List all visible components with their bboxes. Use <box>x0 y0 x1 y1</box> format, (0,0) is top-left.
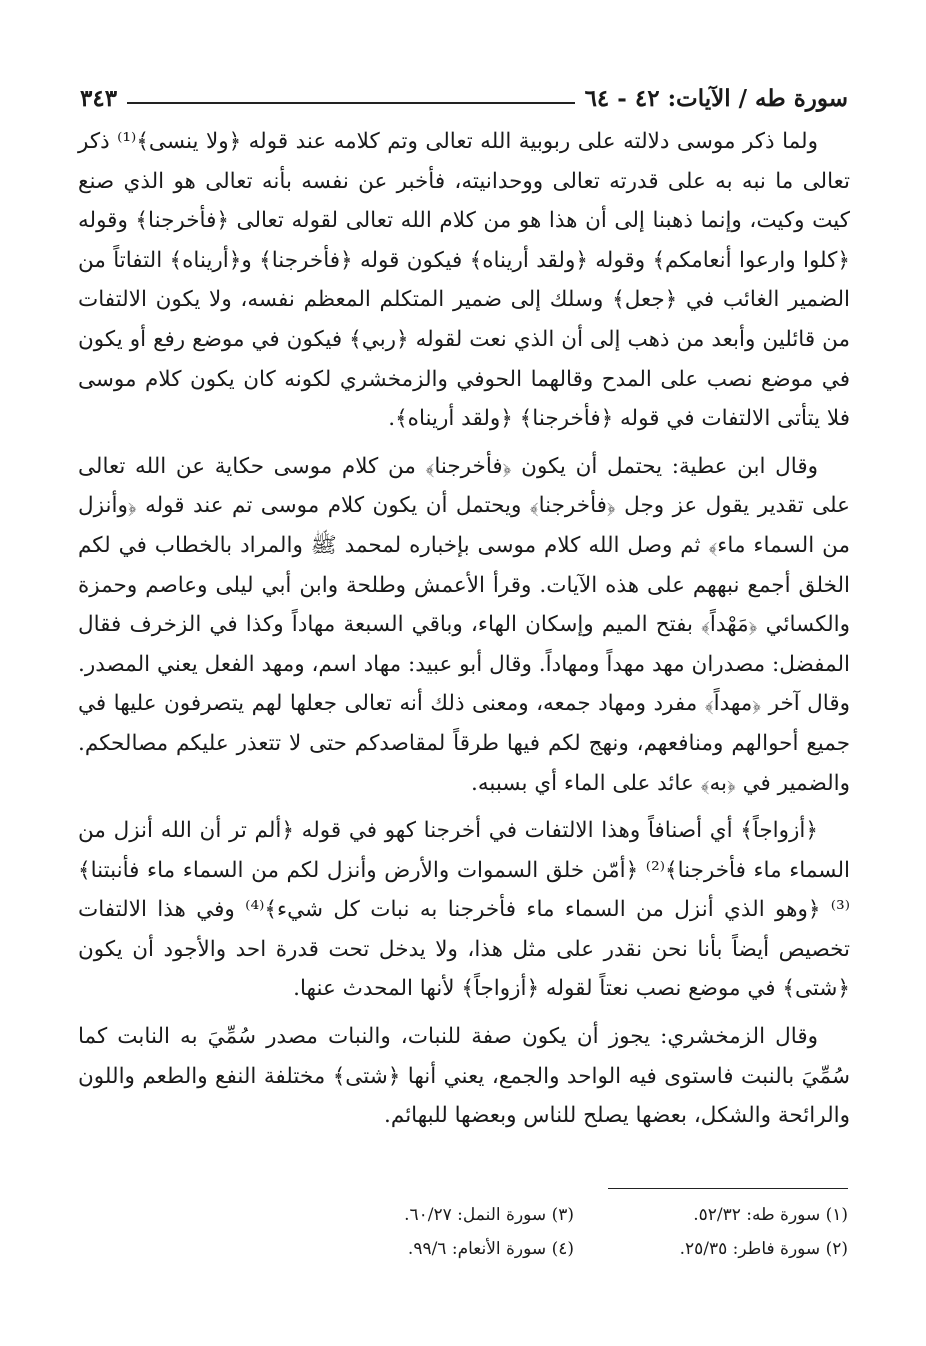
paragraph: وقال ابن عطية: يحتمل أن يكون ﴿فأخرجنا﴾ من كلام موسى حكاية عن الله تعالى على تقدير يقول عز وجل ﴿فأخرجنا﴾ ويحتمل أن يكون كلام موسى تم عند قوله ﴿وأنزل من السماء ماء﴾ ثم وصل الله كلام موسى بإخباره لمحمد ﷺ والمراد بالخطاب في لكم الخلق أجمع نبههم على هذه الآيات. وقرأ الأعمش وطلحة وابن أبي ليلى وعاصم وحمزة والكسائي ﴿مَهْداً﴾ بفتح الميم وإسكان الهاء، وباقي السبعة مهاداً وكذا في الزخرف فقال المفضل: مصدران مهد مهداً ومهاداً. وقال أبو عبيد: مهاد اسم، ومهد الفعل يعني المصدر. وقال آخر ﴿مهداً﴾ مفرد ومهاد جمعه، ومعنى ذلك أنه تعالى جعلها لهم يتصرفون عليها في جميع أحوالهم ومنافعهم، ونهج لكم فيها طرقاً لمقاصدكم حتى لا تتعذر عليكم مصالحكم. والضمير في ﴿به﴾ عائد على الماء أي بسببه. <box>78 453 850 796</box>
main-text <box>78 122 850 1144</box>
page-number: ٣٤٣ <box>80 85 118 112</box>
paragraph: وقال الزمخشري: يجوز أن يكون صفة للنبات، والنبات مصدر سُمِّيَ به النابت كما سُمِّيَ بالنبت فاستوى فيه الواحد والجمع، يعني أنها ﴿شتى﴾ مختلفة النفع والطعم واللون والرائحة والشكل، بعضها يصلح للناس وبعضها للبهائم. <box>78 1024 850 1129</box>
footnote-2: (٢) سورة فاطر: ٢٥/٣٥. <box>679 1239 848 1259</box>
footnote-3: (٣) سورة النمل: ٦٠/٢٧. <box>404 1205 574 1225</box>
footnote-4: (٤) سورة الأنعام: ٩٩/٦. <box>407 1239 574 1259</box>
footnote-rule <box>608 1188 848 1189</box>
running-header <box>80 78 848 112</box>
paragraph: ولما ذكر موسى دلالته على ربوبية الله تعالى وتم كلامه عند قوله ﴿ولا ينسى﴾⁽¹⁾ ذكر تعالى ما نبه به على قدرته تعالى ووحدانيته، فأخبر عن نفسه بأنه تعالى هو الذي صنع كيت وكيت، وإنما ذهبنا إلى أن هذا هو من كلام الله تعالى لقوله تعالى ﴿فأخرجنا﴾ وقوله ﴿كلوا وارعوا أنعامكم﴾ وقوله ﴿ولقد أريناه﴾ فيكون قوله ﴿فأخرجنا﴾ و﴿أريناه﴾ التفاتاً من الضمير الغائب في ﴿جعل﴾ وسلك إلى ضمير المتكلم المعظم نفسه، ولا يكون الالتفات من قائلين وأبعد من ذهب إلى أن الذي نعت لقوله ﴿ربي﴾ فيكون في موضع رفع أو يكون في موضع نصب على المدح وقالهما الحوفي والزمخشري لكونه كان يكون كلام موسى فلا يتأتى الالتفات في قوله ﴿فأخرجنا﴾ ﴿ولقد أريناه﴾. <box>78 129 850 432</box>
footnotes <box>300 1198 848 1266</box>
footnote-1: (١) سورة طه: ٥٢/٣٢. <box>693 1205 848 1225</box>
paragraph: ﴿أزواجاً﴾ أي أصنافاً وهذا الالتفات في أخرجنا كهو في قوله ﴿ألم تر أن الله أنزل من السماء ماء فأخرجنا﴾⁽²⁾ ﴿أمّن خلق السموات والأرض وأنزل لكم من السماء ماء فأنبتنا﴾⁽³⁾ ﴿وهو الذي أنزل من السماء ماء فأخرجنا به نبات كل شيء﴾⁽⁴⁾ وفي هذا الالتفات تخصيص أيضاً بأنا نحن نقدر على مثل هذا، ولا يدخل تحت قدرة احد والأجود أن يكون ﴿شتى﴾ في موضع نصب نعتاً لقوله ﴿أزواجاً﴾ لأنها المحدث عنها. <box>78 818 850 1002</box>
surah-title: سورة طه / الآيات: ٤٢ - ٦٤ <box>584 85 848 112</box>
header-rule <box>127 102 575 104</box>
